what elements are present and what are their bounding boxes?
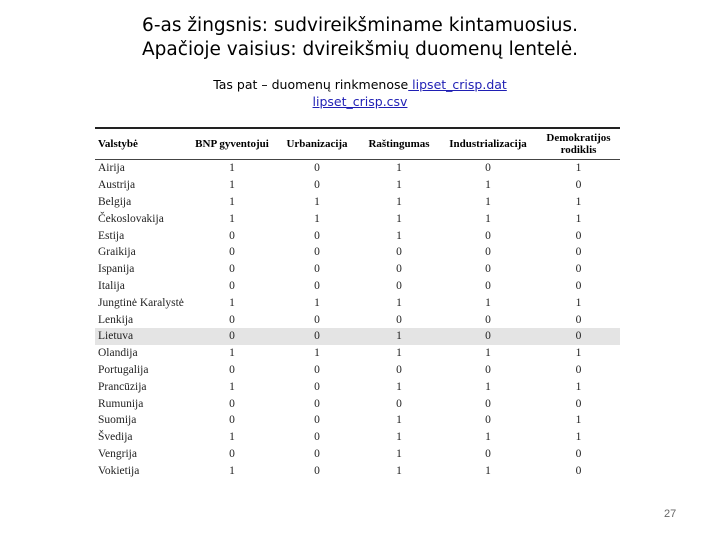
value-cell: 0 <box>575 246 582 259</box>
value-cell: 1 <box>314 212 320 225</box>
value-cell: 1 <box>229 431 235 444</box>
value-cell: 1 <box>229 380 235 393</box>
value-cell: 0 <box>229 414 235 427</box>
value-cell: 0 <box>485 397 491 410</box>
country-cell: Vokietija <box>98 464 140 477</box>
country-cell: Lietuva <box>95 328 189 345</box>
link-lipset-crisp-dat[interactable]: lipset_crisp.dat <box>408 77 507 92</box>
slide-subtitle <box>0 76 720 110</box>
value-cell: 1 <box>485 212 491 225</box>
table-row <box>95 429 620 446</box>
table-row <box>95 244 620 261</box>
col-header-democracy: Demokratijos rodiklis <box>537 129 620 160</box>
country-cell: Švedija <box>98 431 133 444</box>
value-cell: 1 <box>575 162 582 175</box>
title-line-1: 6-as žingsnis: sudvireikšminame kintamuosius. <box>142 15 578 36</box>
table-row <box>95 177 620 194</box>
value-cell: 0 <box>314 263 320 276</box>
value-cell: 0 <box>314 246 320 259</box>
value-cell: 1 <box>575 347 582 360</box>
country-cell: Graikija <box>98 246 136 259</box>
table-row <box>95 261 620 278</box>
subtitle-text: Tas pat – duomenų rinkmenose <box>213 77 409 92</box>
value-cell: 1 <box>229 179 235 192</box>
value-cell: 1 <box>314 195 320 208</box>
value-cell: 0 <box>314 380 320 393</box>
value-cell: 1 <box>575 212 582 225</box>
value-cell: 1 <box>314 347 320 360</box>
value-cell: 0 <box>485 313 491 326</box>
table-row <box>95 395 620 412</box>
value-cell: 0 <box>575 179 582 192</box>
value-cell: 0 <box>396 397 402 410</box>
value-cell: 0 <box>229 263 235 276</box>
table-row <box>95 227 620 244</box>
country-cell: Čekoslovakija <box>98 212 164 225</box>
value-cell: 0 <box>575 397 582 410</box>
value-cell: 1 <box>396 464 402 477</box>
value-cell: 1 <box>485 347 491 360</box>
value-cell: 0 <box>396 313 402 326</box>
col-header-gdp: BNP gyventojui <box>189 129 275 160</box>
country-cell: Rumunija <box>98 397 144 410</box>
value-cell: 0 <box>314 414 320 427</box>
value-cell: 0 <box>396 263 402 276</box>
country-cell: Portugalija <box>98 363 149 376</box>
table-body <box>95 160 620 480</box>
value-cell: 0 <box>575 263 582 276</box>
col-header-country: Valstybė <box>95 129 189 160</box>
value-cell: 0 <box>229 246 235 259</box>
country-cell: Airija <box>98 162 125 175</box>
slide-title <box>0 14 720 62</box>
country-cell: Prancūzija <box>98 380 147 393</box>
value-cell: 1 <box>229 296 235 309</box>
table-row <box>95 160 620 177</box>
value-cell: 0 <box>229 447 235 460</box>
country-cell: Jungtinė Karalystė <box>98 296 184 309</box>
table-row <box>95 328 620 345</box>
value-cell: 0 <box>575 464 582 477</box>
table-row <box>95 362 620 379</box>
value-cell: 0 <box>314 162 320 175</box>
col-header-industrialization: Industrializacija <box>439 129 537 160</box>
title-line-2: Apačioje vaisius: dvireikšmių duomenų lentelė. <box>142 39 578 60</box>
value-cell: 0 <box>575 229 582 242</box>
country-cell: Estija <box>98 229 125 242</box>
value-cell: 1 <box>229 162 235 175</box>
value-cell: 0 <box>485 279 491 292</box>
value-cell: 1 <box>575 296 582 309</box>
value-cell: 1 <box>396 229 402 242</box>
value-cell: 0 <box>314 431 320 444</box>
table-row <box>95 412 620 429</box>
value-cell: 0 <box>314 279 320 292</box>
value-cell: 1 <box>485 195 491 208</box>
value-cell: 1 <box>396 431 402 444</box>
country-cell: Belgija <box>98 195 132 208</box>
table-row <box>95 446 620 463</box>
value-cell: 1 <box>396 414 402 427</box>
value-cell: 1 <box>396 380 402 393</box>
data-table-container <box>95 127 620 479</box>
value-cell: 0 <box>485 447 491 460</box>
value-cell: 1 <box>485 380 491 393</box>
value-cell: 1 <box>229 464 235 477</box>
table-row <box>95 311 620 328</box>
table-row <box>95 278 620 295</box>
country-cell: Suomija <box>98 414 137 427</box>
value-cell: 0 <box>314 313 320 326</box>
value-cell: 1 <box>575 431 582 444</box>
country-cell: Austrija <box>98 179 136 192</box>
country-cell: Italija <box>98 279 125 292</box>
value-cell: 0 <box>229 279 235 292</box>
value-cell: 0 <box>575 313 582 326</box>
value-cell: 0 <box>314 229 320 242</box>
value-cell: 0 <box>537 328 620 345</box>
value-cell: 0 <box>439 328 537 345</box>
country-cell: Olandija <box>98 347 138 360</box>
value-cell: 1 <box>396 162 402 175</box>
value-cell: 0 <box>314 397 320 410</box>
value-cell: 0 <box>314 464 320 477</box>
value-cell: 0 <box>314 363 320 376</box>
page-number: 27 <box>664 508 677 520</box>
col-header-literacy: Raštingumas <box>359 129 439 160</box>
col-header-urbanization: Urbanizacija <box>275 129 359 160</box>
value-cell: 0 <box>575 363 582 376</box>
value-cell: 1 <box>575 380 582 393</box>
value-cell: 0 <box>229 313 235 326</box>
value-cell: 1 <box>229 195 235 208</box>
table-header-row <box>95 129 620 160</box>
value-cell: 0 <box>485 414 491 427</box>
value-cell: 1 <box>229 212 235 225</box>
dichotomous-data-table <box>95 129 620 479</box>
value-cell: 1 <box>396 296 402 309</box>
table-row <box>95 210 620 227</box>
value-cell: 1 <box>314 296 320 309</box>
value-cell: 0 <box>189 328 275 345</box>
value-cell: 0 <box>485 263 491 276</box>
value-cell: 1 <box>485 431 491 444</box>
value-cell: 1 <box>396 447 402 460</box>
value-cell: 0 <box>485 229 491 242</box>
value-cell: 0 <box>485 162 491 175</box>
value-cell: 1 <box>485 296 491 309</box>
value-cell: 0 <box>314 447 320 460</box>
value-cell: 0 <box>314 179 320 192</box>
value-cell: 0 <box>396 246 402 259</box>
value-cell: 1 <box>396 195 402 208</box>
table-row <box>95 378 620 395</box>
value-cell: 1 <box>575 195 582 208</box>
value-cell: 0 <box>575 279 582 292</box>
country-cell: Vengrija <box>98 447 137 460</box>
value-cell: 0 <box>275 328 359 345</box>
value-cell: 0 <box>485 246 491 259</box>
value-cell: 0 <box>229 397 235 410</box>
table-row <box>95 194 620 211</box>
value-cell: 1 <box>485 179 491 192</box>
value-cell: 1 <box>396 347 402 360</box>
value-cell: 1 <box>575 414 582 427</box>
value-cell: 1 <box>229 347 235 360</box>
country-cell: Ispanija <box>98 263 135 276</box>
table-row <box>95 294 620 311</box>
value-cell: 1 <box>396 179 402 192</box>
value-cell: 0 <box>229 229 235 242</box>
table-row <box>95 345 620 362</box>
value-cell: 0 <box>396 279 402 292</box>
link-lipset-crisp-csv[interactable]: lipset_crisp.csv <box>312 94 408 109</box>
country-cell: Lenkija <box>98 313 134 326</box>
value-cell: 1 <box>485 464 491 477</box>
value-cell: 1 <box>396 212 402 225</box>
value-cell: 0 <box>575 447 582 460</box>
value-cell: 0 <box>396 363 402 376</box>
value-cell: 0 <box>229 363 235 376</box>
value-cell: 1 <box>359 328 439 345</box>
table-row <box>95 462 620 479</box>
value-cell: 0 <box>485 363 491 376</box>
